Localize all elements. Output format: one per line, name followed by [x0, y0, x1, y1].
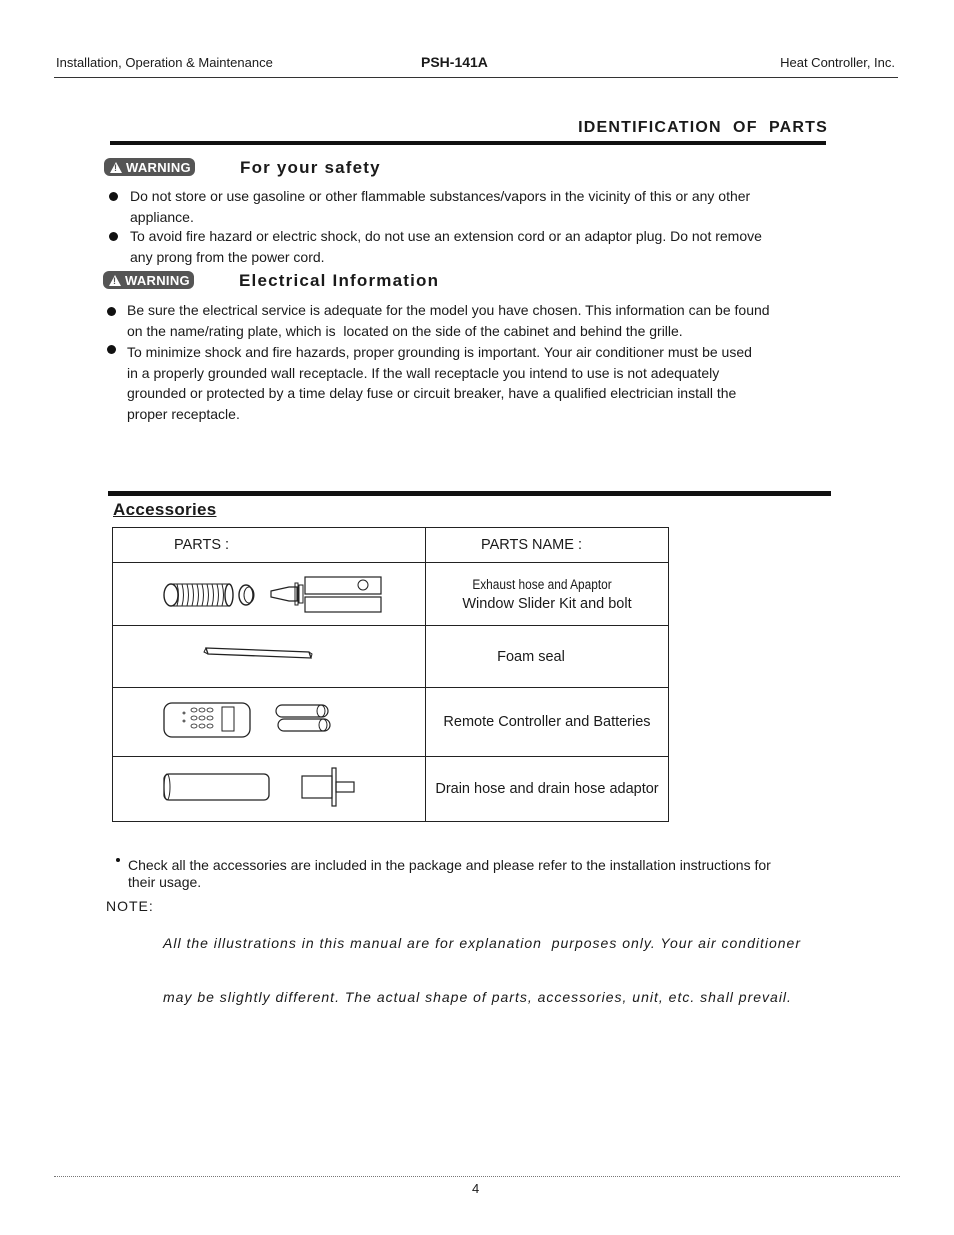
bullet-icon [109, 192, 118, 201]
table-row [113, 688, 669, 757]
safety-bullet-1 [130, 186, 750, 227]
safety-bullet-2 [130, 226, 762, 267]
illustration-note [163, 898, 801, 1024]
part-name: Drain hose and drain hose adaptor [435, 781, 659, 797]
part-name: Foam seal [497, 648, 565, 665]
header-company: Heat Controller, Inc. [780, 55, 895, 70]
accessories-title: Accessories [113, 500, 217, 519]
foam-seal-name [426, 626, 669, 688]
section-divider [110, 141, 826, 145]
section-title: IDENTIFICATION OF PARTS [578, 119, 828, 136]
exhaust-slider-kit-name [426, 563, 669, 626]
table-row [113, 626, 669, 688]
accessories-check-note [128, 857, 771, 891]
bullet-line: proper receptacle. [127, 405, 240, 422]
bullet-line: Be sure the electrical service is adequate for the model you have chosen. This information can be found [127, 302, 770, 318]
bullet-line: any prong from the power cord. [130, 248, 325, 265]
foam-seal-icon [113, 626, 426, 688]
safety-title: For your safety [240, 158, 381, 177]
bullet-line: grounded or protected by a time delay fuse or circuit breaker, have a qualified electrician install the [127, 385, 737, 401]
bullet-icon [107, 307, 116, 316]
remote-batteries-icon [113, 688, 426, 757]
bullet-line: Do not store or use gasoline or other flammable substances/vapors in the vicinity of this or any other [130, 188, 751, 204]
bullet-line: in a properly grounded wall receptacle. If the wall receptacle you intend to use is not adequately [127, 364, 720, 381]
warning-triangle-icon [109, 275, 121, 286]
warning-badge-label: WARNING [125, 272, 190, 288]
bullet-icon [107, 345, 116, 354]
part-name: Window Slider Kit and bolt [462, 595, 632, 612]
bullet-line: on the name/rating plate, which is located on the side of the cabinet and behind the grille. [127, 322, 683, 339]
drain-hose-name [426, 757, 669, 822]
note-line: their usage. [128, 874, 202, 890]
table-header-row [113, 528, 669, 563]
accessories-table [112, 527, 669, 822]
warning-badge-label: WARNING [126, 159, 191, 175]
bullet-icon [109, 232, 118, 241]
accessories-divider [108, 491, 831, 496]
warning-badge [104, 158, 195, 176]
page-number: 4 [472, 1181, 480, 1196]
part-name-sub: Exhaust hose and Apaptor [472, 576, 612, 592]
bullet-line: To avoid fire hazard or electric shock, do not use an extension cord or an adaptor plug. Do not remove [130, 228, 762, 244]
col-name-header: PARTS NAME : [426, 528, 669, 563]
note-line: may be slightly different. The actual shape of parts, accessories, unit, etc. shall prevail. [163, 989, 792, 1005]
bullet-icon [116, 858, 120, 862]
header-divider [54, 77, 898, 78]
header-model: PSH-141A [421, 54, 488, 70]
col-parts-header: PARTS : [113, 528, 426, 563]
warning-triangle-icon [110, 162, 122, 173]
bullet-line: To minimize shock and fire hazards, proper grounding is important. Your air conditioner must be used [127, 344, 752, 360]
footer-divider [54, 1176, 900, 1177]
note-line: Check all the accessories are included in the package and please refer to the installation instructions for [128, 857, 771, 873]
electrical-title: Electrical Information [239, 271, 440, 290]
remote-batteries-name [426, 688, 669, 757]
warning-badge [103, 271, 194, 289]
table-row [113, 563, 669, 626]
note-label: NOTE: [106, 898, 154, 914]
header-manual-title: Installation, Operation & Maintenance [56, 55, 273, 70]
table-row [113, 757, 669, 822]
electrical-bullet-2 [127, 342, 752, 424]
note-line: All the illustrations in this manual are for explanation purposes only. Your air conditioner [163, 935, 802, 951]
electrical-bullet-1 [127, 300, 770, 341]
bullet-line: appliance. [130, 208, 194, 225]
drain-hose-icon [113, 757, 426, 822]
part-name: Remote Controller and Batteries [443, 714, 651, 730]
exhaust-hose-slider-kit-icon [113, 563, 426, 626]
